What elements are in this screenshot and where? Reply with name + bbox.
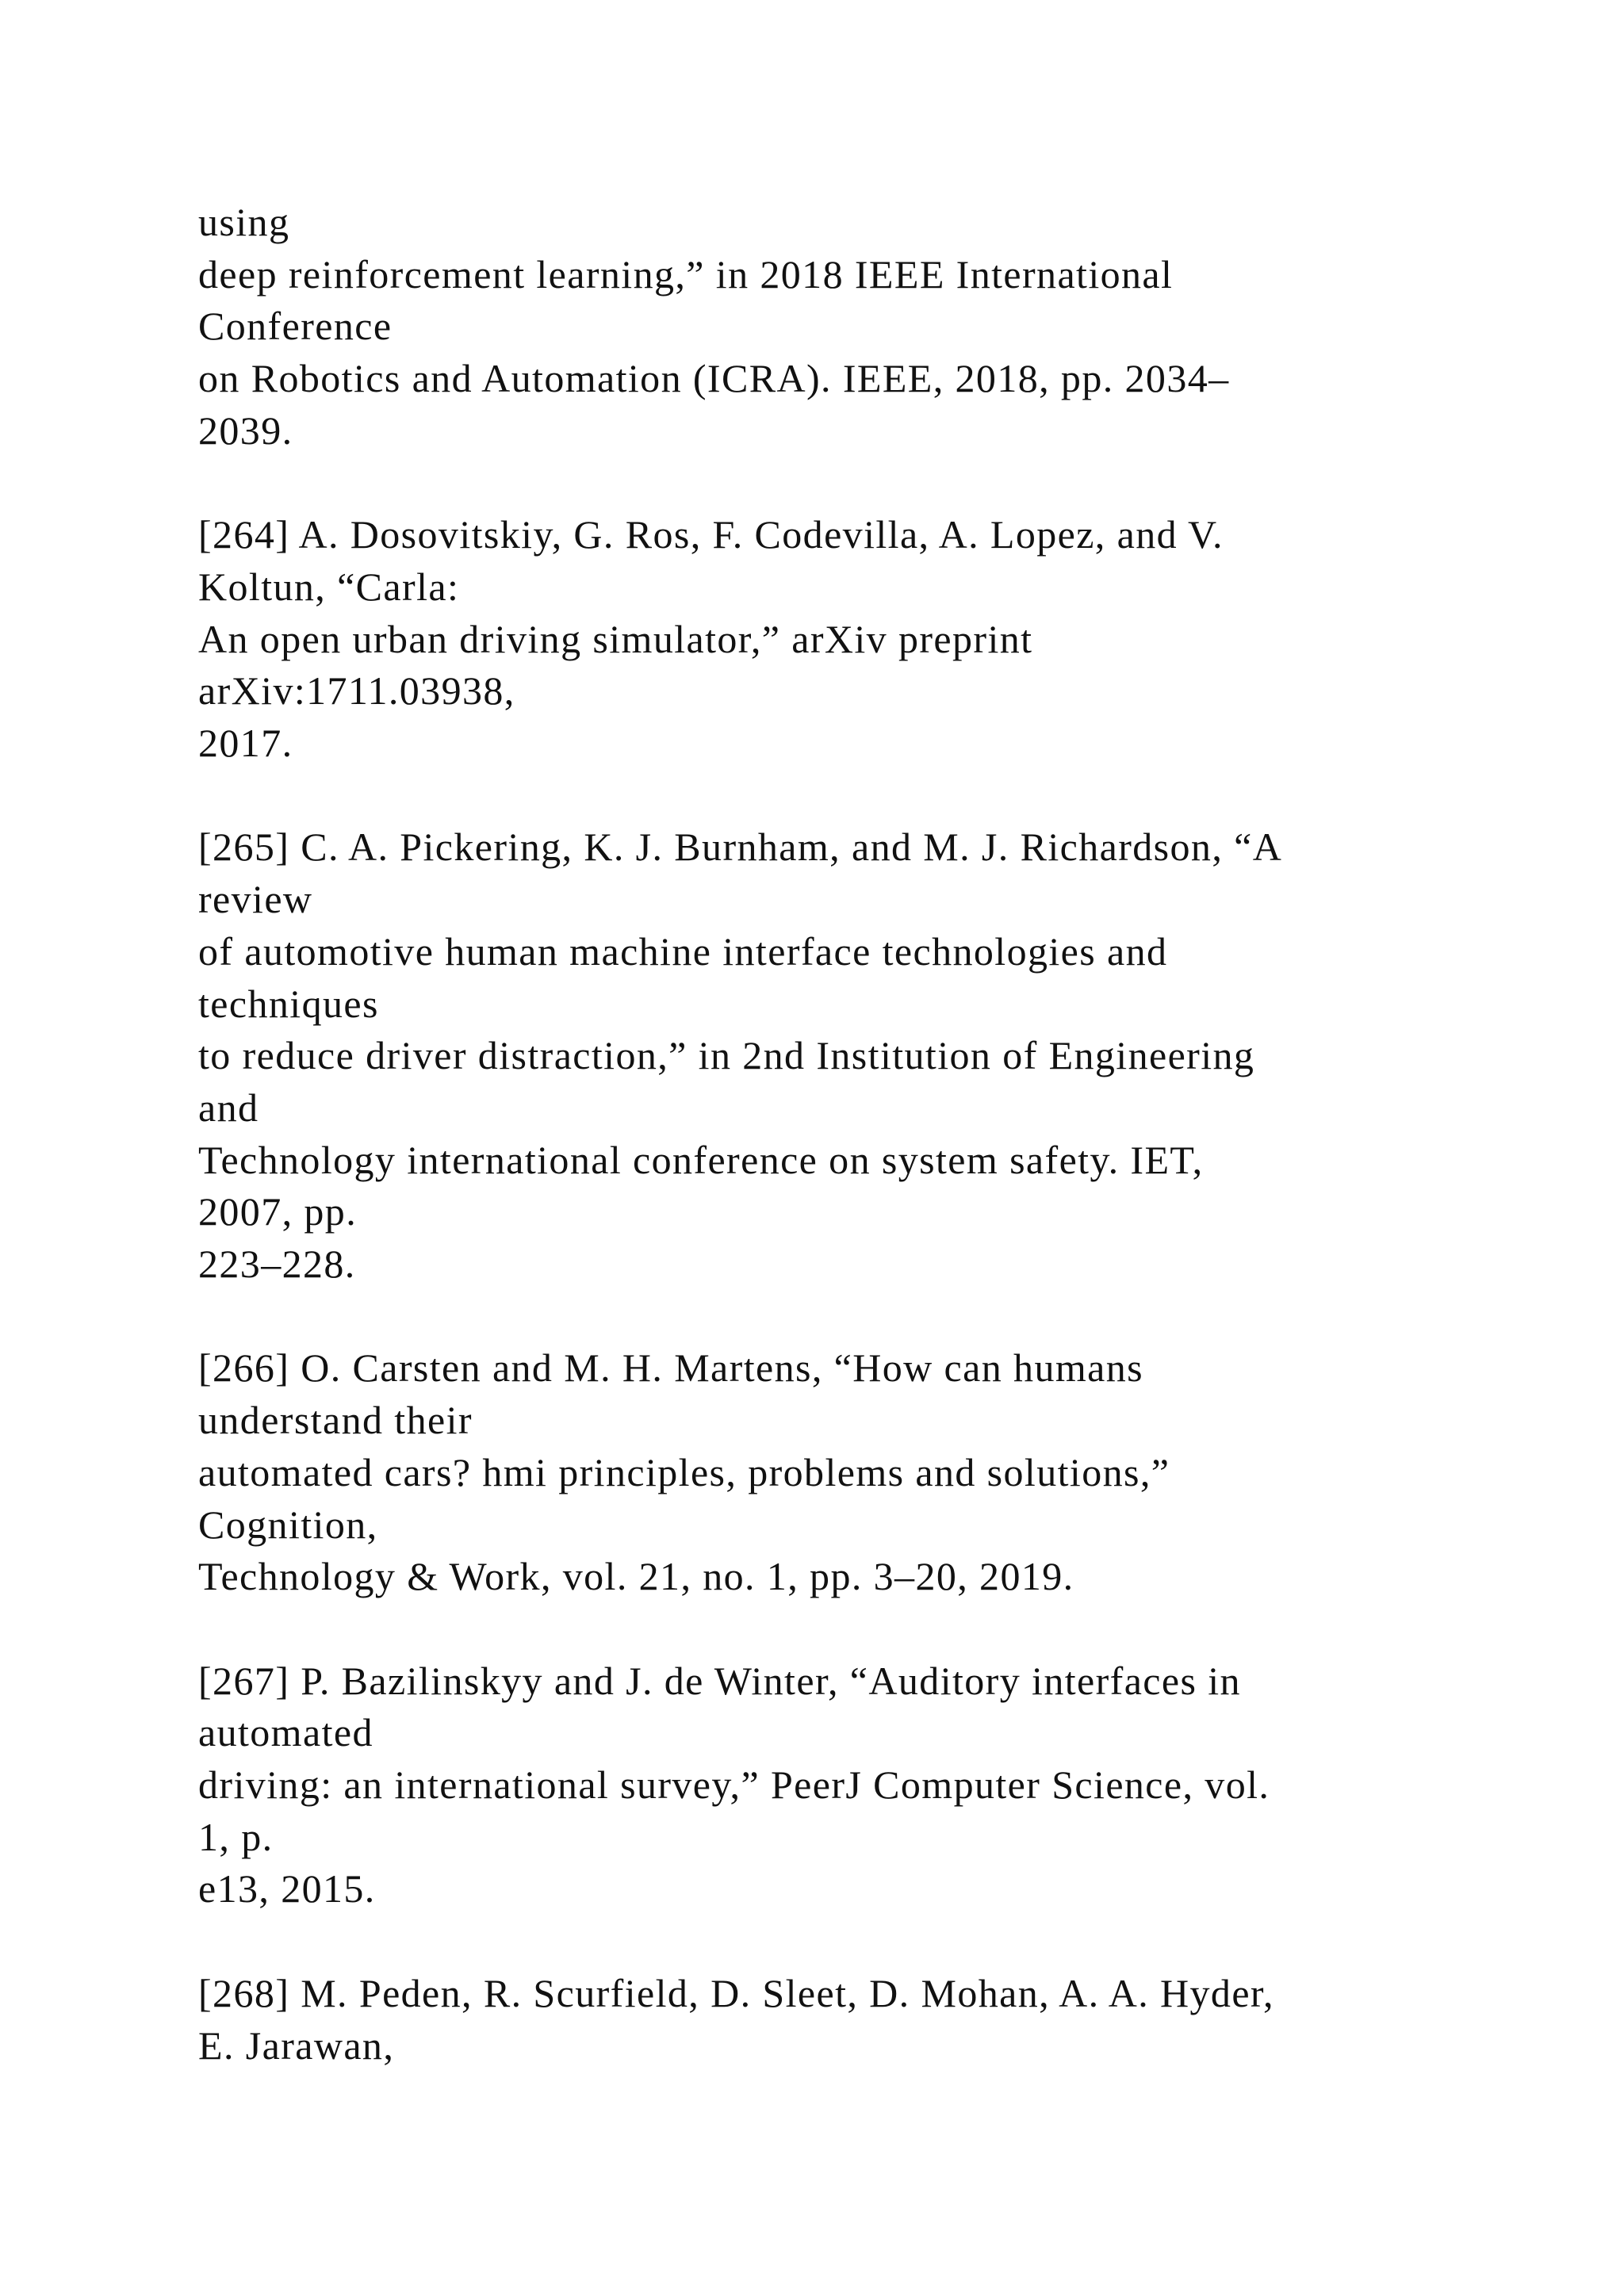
reference-entry-263-continued (198, 197, 1546, 457)
reference-line: E. Jarawan, (198, 2022, 395, 2068)
reference-list (198, 197, 1546, 2124)
reference-line: [267] P. Bazilinskyy and J. de Winter, “Auditory interfaces in (198, 1658, 1241, 1703)
reference-line: techniques (198, 981, 379, 1026)
reference-line: deep reinforcement learning,” in 2018 IEEE International (198, 251, 1174, 297)
reference-entry-266 (198, 1342, 1546, 1603)
reference-line: 2017. (198, 721, 293, 766)
reference-line: 1, p. (198, 1814, 274, 1859)
reference-line: of automotive human machine interface technologies and (198, 928, 1168, 974)
reference-line: and (198, 1085, 259, 1130)
reference-line: understand their (198, 1398, 473, 1443)
reference-line: automated (198, 1710, 373, 1755)
reference-line: driving: an international survey,” PeerJ Computer Science, vol. (198, 1762, 1270, 1808)
reference-entry-265 (198, 821, 1546, 1290)
reference-line: 2039. (198, 408, 293, 453)
reference-line: 2007, pp. (198, 1189, 358, 1234)
reference-line: review (198, 877, 313, 922)
reference-line: [264] A. Dosovitskiy, G. Ros, F. Codevilla, A. Lopez, and V. (198, 512, 1224, 557)
reference-line: automated cars? hmi principles, problems and solutions,” (198, 1449, 1170, 1494)
reference-line: e13, 2015. (198, 1866, 376, 1911)
reference-entry-264 (198, 509, 1546, 770)
reference-line: [266] O. Carsten and M. H. Martens, “How can humans (198, 1345, 1143, 1391)
reference-line: Koltun, “Carla: (198, 564, 460, 609)
reference-line: [268] M. Peden, R. Scurfield, D. Sleet, D. Mohan, A. A. Hyder, (198, 1970, 1274, 2015)
reference-line: An open urban driving simulator,” arXiv preprint (198, 616, 1033, 661)
reference-line: using (198, 200, 290, 244)
reference-line: [265] C. A. Pickering, K. J. Burnham, and M. J. Richardson, “A (198, 825, 1283, 870)
reference-line: Technology & Work, vol. 21, no. 1, pp. 3–20, 2019. (198, 1554, 1074, 1599)
reference-line: 223–228. (198, 1242, 356, 1287)
reference-line: Conference (198, 304, 393, 349)
reference-entry-268 (198, 1968, 1546, 2072)
reference-line: Technology international conference on system safety. IET, (198, 1137, 1204, 1182)
reference-line: Cognition, (198, 1502, 378, 1547)
reference-line: arXiv:1711.03938, (198, 668, 515, 714)
reference-line: on Robotics and Automation (ICRA). IEEE, 2018, pp. 2034– (198, 356, 1230, 401)
reference-line: to reduce driver distraction,” in 2nd Institution of Engineering (198, 1033, 1255, 1078)
reference-entry-267 (198, 1655, 1546, 1916)
